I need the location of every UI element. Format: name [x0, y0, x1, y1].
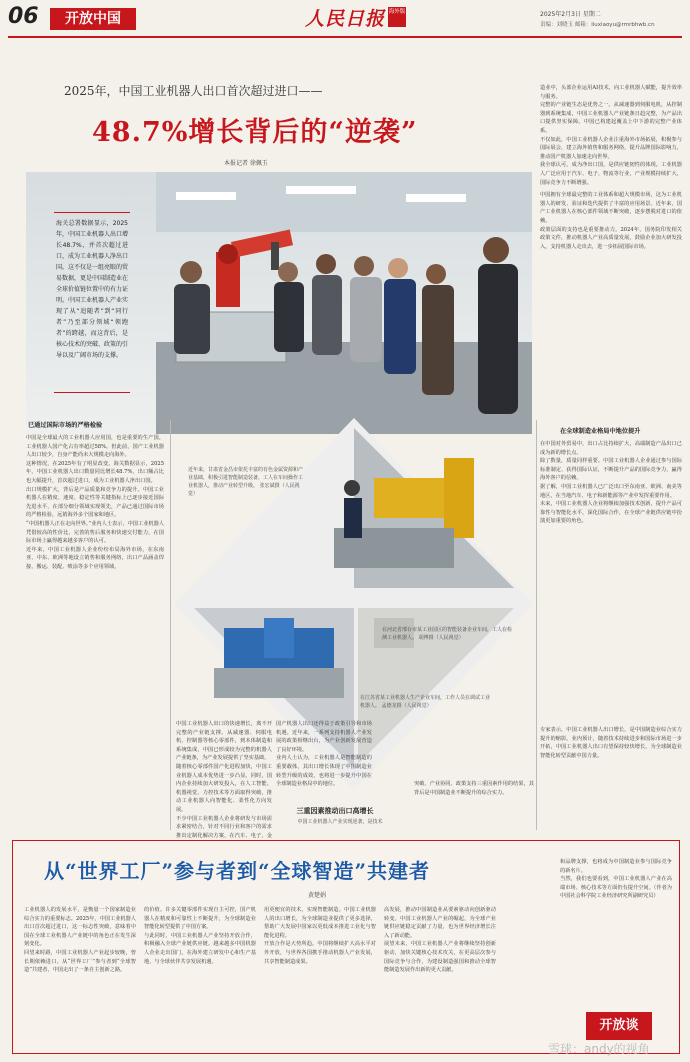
commentary-col4: 高发展，推动中国制造业从要素驱动向创新驱动转变。中国工业机器人产业的崛起，为全球产业链供应链稳定贡献了力量，也为世界经济增长注入了新动能。 展望未来，中国工业机器人产业将继续坚持创新驱动，加快关键核心技术攻关，在更高层次参与国际竞争与合作，为建设制造强国和推动全球智能制造发展作出新的更大贡献。	[384, 907, 496, 974]
article-kicker: 2025年，中国工业机器人出口首次超过进口——	[64, 84, 323, 98]
subhead-s2: 在全球制造业格局中地位提升	[560, 428, 641, 435]
caption-jiangsu: 在江苏省某工业机器人生产企业车间，工作人员在调试工业机器人。 孟德龙摄（人民视觉）	[360, 695, 491, 709]
commentary-col2: 的价值。许多关键零部件实现自主可控，国产机器人在精度和可靠性上不断提升，为全球制造业智能化转型提供了中国方案。 与此同时，中国工业机器人产业坚持开放合作，积极融入全球产业链供应链。越来越多中国机器人企业走出国门，在海外建立研发中心和生产基地，与全球伙伴共享发展机遇。	[144, 907, 256, 965]
article-byline: 本报记者 徐佩玉	[224, 160, 268, 167]
watermark: 雪球：andy的视角	[548, 1042, 650, 1056]
caption-xingtai: 在河北省邢台市某工业园区的智能装备企业车间，工人在检测工业机器人。 胡博摄（人民视觉）	[382, 627, 513, 641]
commentary-col1: 工业机器人的发展水平，是衡量一个国家制造业综合实力的重要标志。2025年，中国工业机器人出口首次超过进口，这一标志性突破，意味着中国在全球工业机器人产业链中的角色正在发生深刻变化。 回望来时路，中国工业机器人产业起步较晚，曾长期依赖进口。从“世界工厂”参与者到“全球智造”共建者，中国走出了一条自主创新之路。	[24, 907, 136, 974]
bracket-sub: 中国工业机器人产业实现逆袭，是技术	[297, 819, 383, 825]
right-col-top-text: 造业中，头部企业运用AI技术，向工业机器人赋能，提升效率与服务。 完整的产业链生态是优势之一。从减速器到伺服电机，从控制器到系统集成，中国工业机器人产业链条日趋完整，为产品出口提供坚实保障。中国已构建起覆盖上中下游的完整产业体系。 不仅如此，中国工业机器人企业注重海外市场拓展，积极参与国际展会，建立海外销售和服务网络，提升品牌国际影响力，推动国产机器人加速走向世界。 我全球认可，成为净出口国，是供应链韧性的体现。工业机器人广泛应用于汽车、电子、物流等行业，产业规模持续扩大，国际竞争力不断增强。	[540, 85, 682, 186]
logo-tag: 海外版	[388, 7, 406, 27]
subhead-s1: 已通过国际市场的严格检验	[28, 422, 103, 429]
commentary-title: 从“世界工厂”参与者到“全球智造”共建者	[44, 859, 431, 883]
section-label: 开放中国	[50, 8, 136, 30]
article-headline: 48.7%增长背后的“逆袭”	[92, 117, 418, 148]
editor-line: 责编：刘晓玉 邮箱：liuxiaoyu@rmrbhwb.cn	[540, 22, 655, 28]
col-divider-2	[536, 420, 537, 830]
right-col-low-text: 在中国对外贸易中，出口占比持续扩大，高端制造产品出口已成为新的增长点。 除了数量，质量同样重要。中国工业机器人企业通过参与国际标准制定、获得国际认证，不断提升产品的国际竞争力，赢得海外客户的信赖。 据了解，中国工业机器人已广泛出口至东南亚、欧洲、南美等地区，在当地汽车、电子和新能源等产业中发挥重要作用。 未来，中国工业机器人企业将继续加强技术创新，提升产品可靠性与智能化水平，深化国际合作，在全球产业链供应链中扮演更加重要的角色。	[540, 441, 682, 525]
col1-text: 中国是全球最大的工业机器人应用国，也是重要的生产国。工业机器人国产化占有率超过58%。但此前，国产工业机器人出口较少，自身产能尚未大规模走向海外。 这种情况，在2025年有了明显改变。海关数据显示，2025年，中国工业机器人出口数量同比增长48.7%，出口额占比也大幅提升，首次超过进口，成为工业机器人净出口国。 出口规模扩大，背后是产品质量和竞争力的提升。中国工业机器人在精度、速度、稳定性等关键指标上已逐步接近国际先进水平，在部分细分领域实现领先，产品已通过国际市场的严格检验，远销海外多个国家和地区。 “中国机器人正在走向世界。”业内人士表示，中国工业机器人凭借较高的性价比、完善的售后服务和快速交付能力，在国际市场上赢得越来越多客户的认可。 近年来，中国工业机器人企业纷纷布局海外市场，在东南亚、中东、欧洲等地设立销售和服务网络，出口产品涵盖焊接、搬运、装配、喷涂等多个应用领域。	[26, 435, 164, 570]
header-rule	[8, 36, 682, 38]
page-number: 06	[8, 4, 39, 29]
commentary-col3: 用更便宜的技术，实现智能制造。中国工业机器人的出口增长，为全球制造业提供了更多选择，帮助广大发展中国家以更低成本推进工业化与智能化进程。 开放合作是大势所趋。中国将继续扩大高水平对外开放，与世界各国携手推动机器人产业发展，共享智能制造成果。	[264, 907, 376, 965]
bracket-head: 三重因素推动出口高增长	[296, 807, 374, 815]
right-col-mid-text: 中国拥有全球最完整的工业体系和超大规模市场，这为工业机器人的研发、验证和迭代提供了丰富的应用场景。近年来，国产工业机器人在核心部件领域不断突破，逐步摆脱对进口的依赖。 政策层面的支持也是重要推动力。2024年，国务院印发相关政策文件，推动机器人产业高质量发展，鼓励企业加大研发投入，支持机器人走出去，进一步拓展国际市场。	[540, 192, 682, 250]
col2-text: 中国工业机器人出口的快速增长，离不开完整的产业链支撑。从减速器、伺服电机、控制器等核心零部件，到本体制造和系统集成，中国已形成较为完整的机器人产业链条，为产业发展提供了坚实基础。 随着核心零部件国产化进程加快，中国工业机器人成本优势进一步凸显。同时，国内企业持续加大研发投入，在人工智能、机器视觉、力控技术等方面取得突破，推动工业机器人向智能化、柔性化方向发展。 不少中国工业机器人企业将研发与市场需求紧密结合，针对不同行业和客户的需求推出定制化解决方案，在汽车、电子、金	[176, 721, 272, 839]
right-col-bottom-text: 专家表示，中国工业机器人出口增长，是中国制造业综合实力提升的缩影。业内预计，随着技术持续进步和国际市场进一步开拓，中国工业机器人出口有望保持较快增长，为全球制造业智能化转型贡献中国力量。	[540, 727, 682, 759]
issue-date: 2025年2月3日 星期二	[540, 11, 601, 18]
newspaper-logo: 人民日报	[305, 8, 386, 30]
bracket-right: 突破、产业协同、政策支持三重因素作用的结果，其背后是中国制造业不断提升的综合实力。	[414, 781, 534, 796]
col-divider-1	[170, 420, 171, 830]
commentary-col5: 和品牌支撑，也将成为中国制造业参与国际竞争的新名片。 当然，我们也要看到，中国工业机器人产业在高端市场、核心技术等方面仍有提升空间。（作者为中国社会科学院工业经济研究所副研究员）	[560, 859, 672, 900]
commentary-badge: 开放谈	[586, 1012, 652, 1040]
col3-text: 国产机器人出口还得益于政策引导和市场机遇。近年来，一系列支持机器人产业发展的政策相继出台，为产业创新发展营造了良好环境。 业内人士认为，工业机器人是智能制造的重要载体，其出口增长体现了中国制造业转型升级的成效，也将进一步提升中国在全球制造业格局中的地位。	[276, 721, 372, 788]
summary-rule-bottom	[54, 392, 130, 393]
caption-jinchang: 近年来，甘肃省金昌市依托丰富的有色金属资源和产业基础，积极引进智能制造装备，工人在车间操作工业机器人，推动产业转型升级。 张宏斌摄（人民视觉）	[188, 467, 304, 497]
commentary-byline: 黄楚娟	[308, 892, 327, 899]
right-col-top	[540, 84, 682, 400]
summary-rule-top	[54, 212, 130, 213]
article-summary: 海关总署数据显示，2025年，中国工业机器人出口增长48.7%，并首次超过进口，成为工业机器人净出口国。这不仅是一组亮眼的贸易数据，更是中国制造业在全球价值链位置中的有力证明。中国工业机器人产业实现了从“追随者”到“同行者”乃至部分领域“领跑者”的跨越，而这背后，是核心技术的突破、政策的引导以及广阔市场的支撑。	[56, 220, 129, 359]
